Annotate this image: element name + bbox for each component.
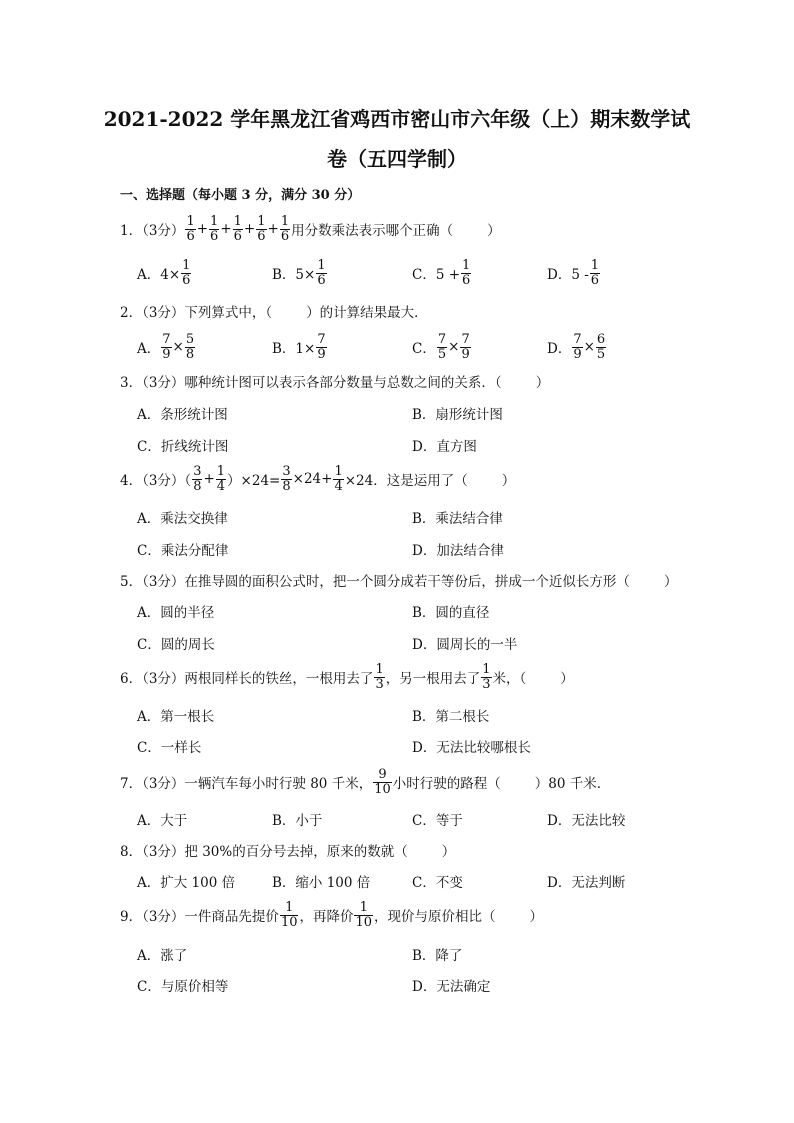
question-5: 5．（3分）在推导圆的面积公式时，把一个圆分成若干等份后，拼成一个近似长方形（ ） xyxy=(120,574,678,590)
q8-option-b[interactable]: B．缩小 100 倍 xyxy=(272,875,371,891)
q6-option-b[interactable]: B．第二根长 xyxy=(412,709,490,725)
q6-option-a[interactable]: A．第一根长 xyxy=(137,709,215,725)
question-2: 2．（3分）下列算式中，（ ）的计算结果最大． xyxy=(120,305,428,321)
q7-option-c[interactable]: C．等于 xyxy=(412,813,463,829)
q4-option-b[interactable]: B．乘法结合律 xyxy=(412,511,503,527)
q9-option-c[interactable]: C．与原价相等 xyxy=(137,979,229,995)
q3-option-c[interactable]: C．折线统计图 xyxy=(137,439,229,455)
q5-option-c[interactable]: C．圆的周长 xyxy=(137,637,215,653)
q9-option-b[interactable]: B．降了 xyxy=(412,948,463,964)
q8-option-a[interactable]: A．扩大 100 倍 xyxy=(137,875,236,891)
q8-option-c[interactable]: C．不变 xyxy=(412,875,463,891)
q7-option-b[interactable]: B．小于 xyxy=(272,813,323,829)
q1-option-a[interactable]: A．4× $\frac{1}{6}$ xyxy=(137,257,191,288)
q1-suffix: 用分数乘法表示哪个正确（ xyxy=(291,223,454,239)
page-title-line1: 2021-2022 学年黑龙江省鸡西市密山市六年级（上）期末数学试 xyxy=(103,107,691,131)
q5-option-a[interactable]: A．圆的半径 xyxy=(137,605,215,621)
q7-option-d[interactable]: D．无法比较 xyxy=(547,813,626,829)
q2-option-c[interactable]: C． $\frac{7}{5}$ × $\frac{7}{9}$ xyxy=(412,331,470,362)
q4-option-c[interactable]: C．乘法分配律 xyxy=(137,543,229,559)
q1-term-2: $\frac{1}{6}$ xyxy=(210,213,219,244)
q1-option-b[interactable]: B．5× $\frac{1}{6}$ xyxy=(272,257,326,288)
q3-option-a[interactable]: A．条形统计图 xyxy=(137,407,228,423)
q9-option-a[interactable]: A．涨了 xyxy=(137,948,188,964)
q1-term-5: $\frac{1}{6}$ xyxy=(280,213,290,244)
question-7: 7．（3分）一辆汽车每小时行驶 80 千米， $\frac{9}{10}$ 小时行驶的路程（ ）80 千米． xyxy=(120,766,611,797)
q1-term-1: $\frac{1}{6}$ xyxy=(186,213,195,244)
q5-option-d[interactable]: D．圆周长的一半 xyxy=(412,637,518,653)
q1-term-4: $\frac{1}{6}$ xyxy=(257,213,266,244)
question-9: 9．（3分）一件商品先提价 $\frac{1}{10}$ ，再降价 $\frac{1}{10}$ ，现价与原价相比（ ） xyxy=(120,899,544,930)
question-1: 1．（3分） $\frac{1}{6}$ + $\frac{1}{6}$ + $\frac{1}{6}$ + $\frac{1}{6}$ + $\frac{1}{6}$ 用分数乘法表示哪个正确（ ） xyxy=(120,213,501,244)
q8-option-d[interactable]: D．无法判断 xyxy=(547,875,626,891)
q1-prefix: 1．（3分） xyxy=(120,223,185,239)
q2-option-b[interactable]: B．1× $\frac{7}{9}$ xyxy=(272,331,326,362)
section-heading: 一、选择题（每小题 3 分，满分 30 分） xyxy=(120,188,361,203)
q1-option-c[interactable]: C．5 + $\frac{1}{6}$ xyxy=(412,257,471,288)
q4-option-a[interactable]: A．乘法交换律 xyxy=(137,511,228,527)
q9-option-d[interactable]: D．无法确定 xyxy=(412,979,491,995)
q6-option-d[interactable]: D．无法比较哪根长 xyxy=(412,740,531,756)
q4-option-d[interactable]: D．加法结合律 xyxy=(412,543,504,559)
q1-term-3: $\frac{1}{6}$ xyxy=(233,213,242,244)
q1-option-d[interactable]: D．5 - $\frac{1}{6}$ xyxy=(547,257,600,288)
question-8: 8．（3分）把 30%的百分号去掉，原来的数就（ ） xyxy=(120,844,456,860)
question-4: 4．（3分）（ $\frac{3}{8}$ + $\frac{1}{4}$ ）×24= $\frac{3}{8}$ ×24+ $\frac{1}{4}$ ×24．这是运用了（ ） xyxy=(120,463,516,494)
q3-option-d[interactable]: D．直方图 xyxy=(412,439,477,455)
q7-option-a[interactable]: A．大于 xyxy=(137,813,188,829)
question-6: 6．（3分）两根同样长的铁丝，一根用去了 $\frac{1}{3}$ ，另一根用去了 $\frac{1}{3}$ 米，（ ） xyxy=(120,661,574,692)
page-title-line2: 卷（五四学制） xyxy=(327,147,467,171)
q2-option-d[interactable]: D． $\frac{7}{9}$ × $\frac{6}{5}$ xyxy=(547,331,606,362)
q6-option-c[interactable]: C．一样长 xyxy=(137,740,202,756)
q3-option-b[interactable]: B．扇形统计图 xyxy=(412,407,503,423)
question-3: 3．（3分）哪种统计图可以表示各部分数量与总数之间的关系．（ ） xyxy=(120,375,550,391)
q5-option-b[interactable]: B．圆的直径 xyxy=(412,605,490,621)
q2-option-a[interactable]: A． $\frac{7}{9}$ × $\frac{5}{8}$ xyxy=(137,331,195,362)
